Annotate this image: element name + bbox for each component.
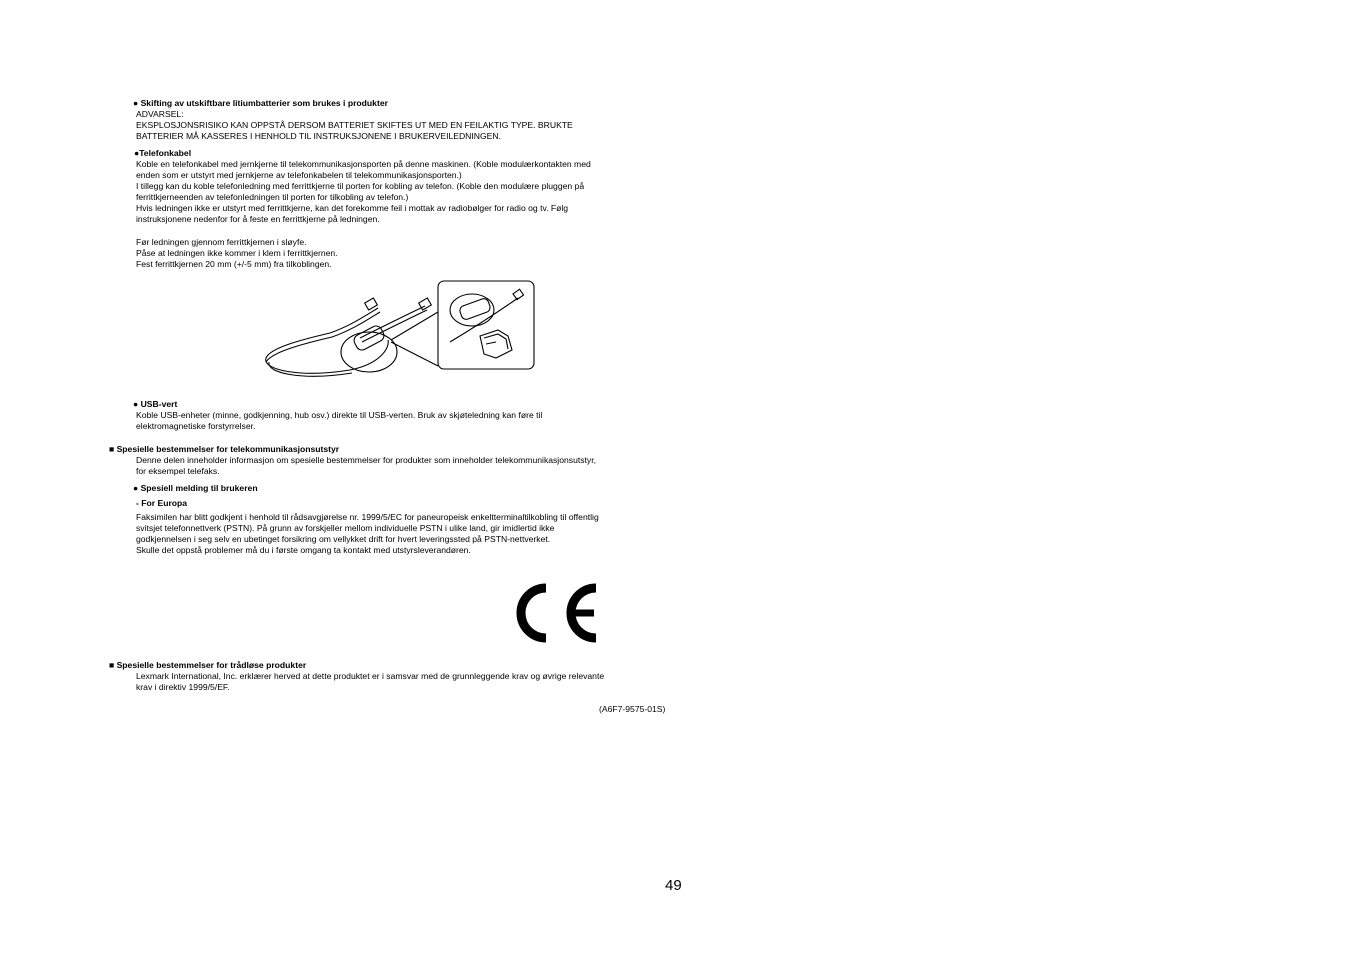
page-number: 49	[665, 877, 682, 894]
battery-heading: ● Skifting av utskiftbare litiumbatterier som brukes i produkter	[133, 98, 388, 108]
text-line: EKSPLOSJONSRISIKO KAN OPPSTÅ DERSOM BATTERIET SKIFTES UT MED EN FEILAKTIG TYPE. BRUKTE	[136, 120, 573, 130]
usb-text	[136, 410, 542, 432]
text-line: ferrittkjerneenden av telefonledningen til porten for tilkobling av telefon.)	[136, 192, 409, 202]
text-line: Koble en telefonkabel med jernkjerne til telekommunikasjonsporten på denne maskinen. (Koble modulærkontakten med	[136, 159, 591, 169]
phone-cable-steps	[136, 237, 338, 270]
text-line: BATTERIER MÅ KASSERES I HENHOLD TIL INSTRUKSJONENE I BRUKERVEILEDNINGEN.	[136, 131, 501, 141]
text-line: Skulle det oppstå problemer må du i første omgang ta kontakt med utstyrsleverandøren.	[136, 545, 471, 555]
battery-warning-text	[136, 109, 573, 142]
europe-heading: - For Europa	[136, 498, 188, 508]
text-line: Denne delen inneholder informasjon om spesielle bestemmelser for produkter som inneholder telekommunikasjonsutstyr,	[136, 455, 597, 465]
step-line: Fest ferrittkjernen 20 mm (+/-5 mm) fra tilkoblingen.	[136, 259, 332, 269]
text-line: Lexmark International, Inc. erklærer herved at dette produktet er i samsvar med de grunnleggende krav og øvrige relevante	[136, 671, 605, 681]
europe-text	[136, 512, 599, 556]
wireless-heading: ■ Spesielle bestemmelser for trådløse produkter	[109, 660, 307, 670]
step-line: Før ledningen gjennom ferrittkjernen i sløyfe.	[136, 237, 307, 247]
phone-cable-text	[136, 159, 591, 225]
inset-detail-drawing	[391, 281, 534, 369]
text-line: Koble USB-enheter (minne, godkjenning, hub osv.) direkte til USB-verten. Bruk av skjøteledning kan føre til	[136, 410, 543, 420]
text-line: instruksjonene nedenfor for å feste en ferrittkjerne på ledningen.	[136, 214, 380, 224]
ferrite-core-illustration	[260, 278, 540, 378]
wireless-text	[136, 671, 604, 693]
telecom-heading: ■ Spesielle bestemmelser for telekommunikasjonsutstyr	[109, 444, 340, 454]
text-line: krav i direktiv 1999/5/EF.	[136, 682, 230, 692]
phone-cable-heading: ●Telefonkabel	[134, 148, 192, 158]
document-code: (A6F7-9575-01S)	[599, 704, 666, 714]
text-line: Faksimilen har blitt godkjent i henhold til rådsavgjørelse nr. 1999/5/EC for paneuropeisk enkeltterminaltilkobling til offentlig	[136, 512, 599, 522]
text-line: enden som er utstyrt med jernkjerne av telefonkabelen til telekommunikasjonsporten.)	[136, 170, 462, 180]
text-line: I tillegg kan du koble telefonledning med ferrittkjerne til porten for kobling av telefon. (Koble den modulære pluggen på	[136, 181, 585, 191]
telecom-text	[136, 455, 596, 477]
usb-heading: ● USB-vert	[133, 399, 178, 409]
text-line: ADVARSEL:	[136, 109, 184, 119]
text-line: for eksempel telefaks.	[136, 466, 220, 476]
text-line: godkjennelsen i seg selv en ubetinget forsikring om vellykket drift for hvert leveringssted på PSTN-nettverket.	[136, 534, 551, 544]
step-line: Påse at ledningen ikke kommer i klem i ferrittkjernen.	[136, 248, 338, 258]
ce-mark-icon	[503, 578, 601, 648]
user-notice-heading: ● Spesiell melding til brukeren	[133, 483, 258, 493]
text-line: Hvis ledningen ikke er utstyrt med ferrittkjerne, kan det forekomme feil i mottak av radiobølger for radio og tv. Følg	[136, 203, 569, 213]
text-line: elektromagnetiske forstyrrelser.	[136, 421, 256, 431]
cable-drawing	[266, 298, 432, 376]
text-line: svitsjet telefonnettverk (PSTN). På grunn av forskjeller mellom individuelle PSTN i ulike land, gir imidlertid ikke	[136, 523, 555, 533]
